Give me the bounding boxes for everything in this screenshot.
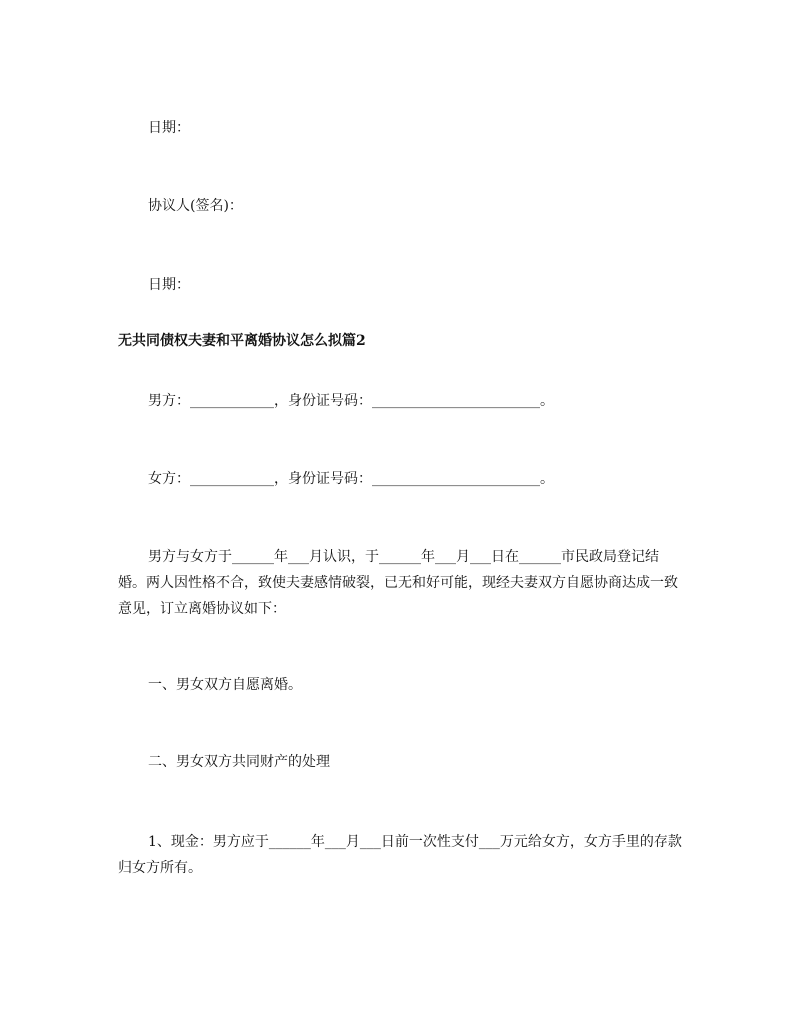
- intro-paragraph: 男方与女方于______年___月认识，于______年___月___日在______市民政局登记结婚。两人因性格不合，致使夫妻感情破裂，已无和好可能，现经夫妻双方自愿协商达成一致意见，订立离婚协议如下：: [118, 549, 678, 617]
- signatory-line: 协议人(签名)：: [148, 198, 243, 214]
- section-title: 无共同债权夫妻和平离婚协议怎么拟篇2: [118, 333, 366, 349]
- male-party-line: 男方：____________，身份证号码：________________________。: [148, 393, 554, 409]
- date-line-1: 日期：: [148, 120, 190, 136]
- clause-2-1: 1、现金：男方应于______年___月___日前一次性支付___万元给女方，女方手里的存款归女方所有。: [118, 834, 682, 876]
- female-party-line: 女方：____________，身份证号码：________________________。: [148, 471, 554, 487]
- clause-1: 一、男女双方自愿离婚。: [148, 677, 302, 693]
- date-line-2: 日期：: [148, 277, 190, 293]
- clause-2: 二、男女双方共同财产的处理: [148, 754, 330, 770]
